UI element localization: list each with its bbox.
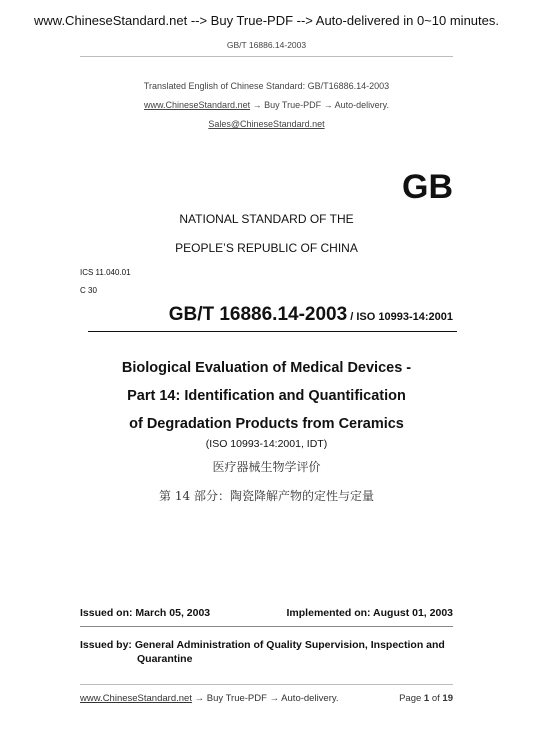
of-label: of [431,693,440,704]
footer-left [80,693,339,704]
email-link[interactable]: Sales@ChineseStandard.net [208,119,325,129]
title-line3: of Degradation Products from Ceramics [129,416,404,432]
implemented-date: Implemented on: August 01, 2003 [286,607,453,619]
header-divider [80,56,453,57]
title-line2: Part 14: Identification and Quantification [127,388,406,404]
ccs-code: C 30 [80,286,97,295]
ics-code: ICS 11.040.01 [80,268,131,277]
issued-by [80,638,460,666]
national-standard-line2: PEOPLE’S REPUBLIC OF CHINA [175,241,358,255]
chinese-title-line1: 医疗器械生物学评价 [212,460,321,474]
buy-line-rest: → Buy True-PDF → Auto-delivery. [250,100,389,110]
doc-id-header: GB/T 16886.14-2003 [226,40,307,50]
iso-note: (ISO 10993-14:2001, IDT) [205,438,328,450]
page-label: Page [399,693,422,704]
chinese-title-line2: 第 14 部分：陶瓷降解产物的定性与定量 [159,489,374,503]
footer-site-link[interactable]: www.ChineseStandard.net [80,693,192,704]
gb-logo: GB [402,168,453,206]
dates-divider [80,626,453,627]
issued-by-line2: Quarantine [137,653,193,665]
issued-date: Issued on: March 05, 2003 [80,607,211,619]
standard-divider [88,331,457,332]
iso-reference: / ISO 10993-14:2001 [347,311,453,323]
standard-number-line [169,304,453,326]
footer-divider [80,684,453,685]
issued-by-line1: Issued by: General Administration of Quality Supervision, Inspection and [80,639,445,651]
buy-line [0,100,533,110]
standard-number: GB/T 16886.14-2003 [168,304,348,325]
top-banner: www.ChineseStandard.net --> Buy True-PDF --> Auto-delivered in 0~10 minutes. [34,13,499,28]
title-line1: Biological Evaluation of Medical Devices - [121,360,412,376]
translation-line: Translated English of Chinese Standard: GB/T16886.14-2003 [143,81,390,91]
page-indicator [399,693,453,704]
email-line [0,119,533,129]
page-number: 1 [423,693,430,704]
page-total: 19 [442,693,453,704]
footer-rest: → Buy True-PDF → Auto-delivery. [191,693,339,704]
national-standard-line1: NATIONAL STANDARD OF THE [179,212,354,226]
site-link[interactable]: www.ChineseStandard.net [144,100,251,110]
